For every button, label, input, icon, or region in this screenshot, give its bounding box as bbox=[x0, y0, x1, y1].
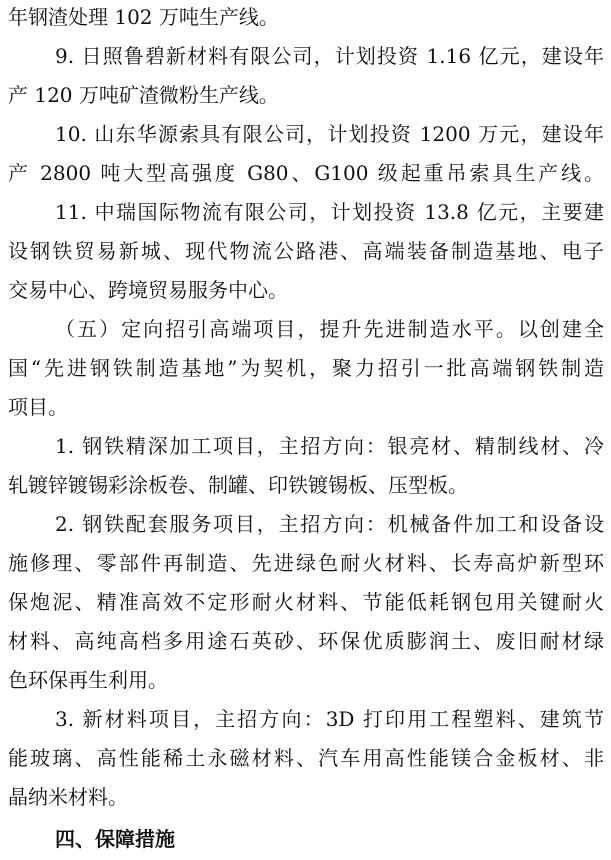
paragraph-line: 11. 中瑞国际物流有限公司，计划投资 13.8 亿元，主要建 bbox=[55, 200, 604, 224]
paragraph-line: 1. 钢铁精深加工项目，主招方向：银亮材、精制线材、冷 bbox=[55, 434, 604, 458]
paragraph-line: 9. 日照鲁碧新材料有限公司，计划投资 1.16 亿元，建设年 bbox=[55, 44, 604, 68]
paragraph-line: 施修理、零部件再制造、先进绿色耐火材料、长寿高炉新型环 bbox=[8, 551, 604, 575]
paragraph-line: 晶纳米材料。 bbox=[8, 785, 128, 809]
paragraph-line: 轧镀锌镀锡彩涂板卷、制罐、印铁镀锡板、压型板。 bbox=[8, 473, 468, 497]
paragraph-line: 2. 钢铁配套服务项目，主招方向：机械备件加工和设备设 bbox=[55, 512, 604, 536]
paragraph-line: 年钢渣处理 102 万吨生产线。 bbox=[8, 5, 279, 29]
paragraph-line: 10. 山东华源索具有限公司，计划投资 1200 万元，建设年 bbox=[55, 122, 604, 146]
paragraph-line: （五）定向招引高端项目，提升先进制造水平。以创建全 bbox=[55, 317, 604, 341]
paragraph-line: 产 120 万吨矿渣微粉生产线。 bbox=[8, 83, 279, 107]
paragraph-line: 保炮泥、精准高效不定形耐火材料、节能低耗钢包用关键耐火 bbox=[8, 590, 604, 614]
paragraph-line: 色环保再生利用。 bbox=[8, 668, 168, 692]
paragraph-line: 3. 新材料项目，主招方向：3D 打印用工程塑料、建筑节 bbox=[55, 707, 604, 731]
paragraph-line: 项目。 bbox=[8, 395, 68, 419]
paragraph-line: 交易中心、跨境贸易服务中心。 bbox=[8, 278, 288, 302]
paragraph-line: 国“先进钢铁制造基地”为契机，聚力招引一批高端钢铁制造 bbox=[8, 356, 604, 380]
paragraph-line: 产 2800 吨大型高强度 G80、G100 级起重吊索具生产线。 bbox=[8, 161, 604, 185]
paragraph-line: 设钢铁贸易新城、现代物流公路港、高端装备制造基地、电子 bbox=[8, 239, 604, 263]
paragraph-line: 材料、高纯高档多用途石英砂、环保优质膨润土、废旧耐材绿 bbox=[8, 629, 604, 653]
section-heading: 四、保障措施 bbox=[55, 827, 175, 851]
paragraph-line: 能玻璃、高性能稀土永磁材料、汽车用高性能镁合金板材、非 bbox=[8, 746, 604, 770]
